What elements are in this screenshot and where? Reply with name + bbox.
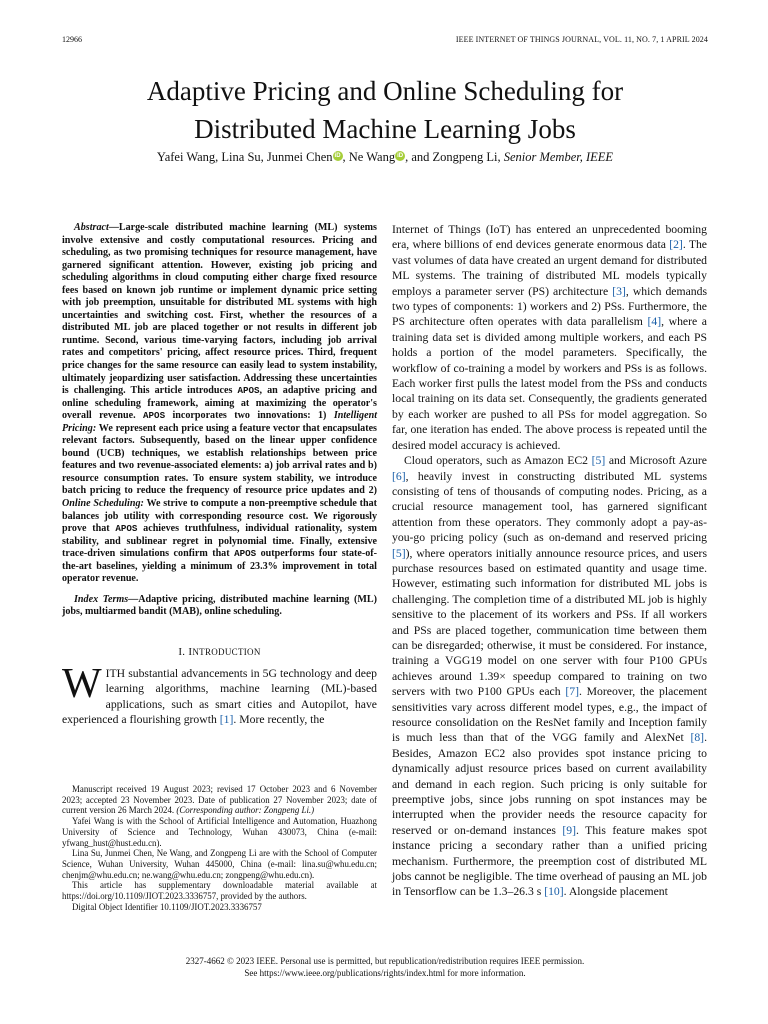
- footnote-doi: Digital Object Identifier 10.1109/JIOT.2023.3336757: [72, 901, 262, 912]
- intro-paragraph-1: [62, 660, 377, 728]
- citation-link[interactable]: [8]: [690, 731, 705, 745]
- abstract-text: achieves truthfulness, individual rationality, system stability, and sublinear regret in polynomial time. Finally, extensive trace-driven simulations confirm that: [62, 523, 377, 560]
- apos-name: APOS: [234, 548, 257, 560]
- author-list: [60, 150, 710, 165]
- abstract-text: incorporates two innovations: 1): [165, 410, 334, 422]
- copyright-notice: [60, 956, 710, 979]
- copyright-line-2: See https://www.ieee.org/publications/rights/index.html for more information.: [244, 967, 526, 978]
- section-title: NTRODUCTION: [192, 646, 261, 657]
- abstract-text: outperforms four state-of-the-art baselines, yielding a minimum of 23.3% improvement in total operator revenue.: [62, 548, 377, 585]
- citation-link[interactable]: [6]: [392, 469, 406, 483]
- paragraph-text: ITH substantial advancements in 5G technology and deep learning algorithms, machine learning (ML)-based applications, such as smart cities and Autopilot, have experienced a flourishing growth: [62, 666, 377, 727]
- paper-title: [60, 72, 710, 148]
- paragraph-text: . The vast volumes of data have created an urgent demand for distributed ML systems. The training of distributed ML models typically employs a parameter server (PS) architecture: [392, 238, 707, 298]
- orcid-icon[interactable]: iD: [397, 153, 404, 159]
- running-head: IEEE INTERNET OF THINGS JOURNAL, VOL. 11, NO. 7, 1 APRIL 2024: [455, 35, 708, 44]
- title-line-1: Adaptive Pricing and Online Scheduling for: [146, 76, 624, 106]
- index-terms-label: Index Terms: [74, 593, 129, 605]
- citation-link[interactable]: [3]: [612, 284, 626, 298]
- orcid-icon[interactable]: iD: [334, 153, 341, 159]
- paragraph-text: . More recently, the: [233, 713, 325, 727]
- paragraph-cloud-operators: [392, 453, 707, 900]
- paragraph-text: . This feature makes spot instance pricing a secondary rather than a unified pricing mechanism. Furthermore, the preemption cost of distributed ML jobs cannot be negligible. The time overhead of pausing an ML job in Tensorflow can be 1.3–26.3 s: [392, 823, 707, 899]
- authors-part-3: , and Zongpeng Li,: [405, 150, 504, 164]
- paragraph-iot: [392, 222, 707, 453]
- abstract-label: Abstract: [74, 222, 109, 233]
- author-membership: Senior Member, IEEE: [503, 150, 614, 164]
- citation-link[interactable]: [10]: [544, 885, 564, 899]
- apos-name: APOS: [237, 385, 260, 397]
- citation-link[interactable]: [5]: [392, 546, 406, 560]
- paragraph-text: Internet of Things (IoT) has entered an unprecedented booming era, where billions of end devices generate enormous data: [392, 223, 707, 252]
- paragraph-text: , which demands two types of components: 1) workers and 2) PSs. Furthermore, the PS architecture often operates with data parallelism: [392, 284, 708, 329]
- paragraph-text: Cloud operators, such as Amazon EC2: [404, 454, 592, 468]
- abstract-text: , an adaptive pricing and online scheduling framework, aiming at maximizing the operator's overall revenue.: [62, 385, 377, 422]
- citation-link[interactable]: [7]: [565, 685, 579, 699]
- index-terms-text: —Adaptive pricing, distributed machine learning (ML) jobs, multiarmed bandit (MAB), online scheduling.: [62, 593, 377, 618]
- index-terms: [62, 594, 377, 619]
- copyright-line-1: 2327-4662 © 2023 IEEE. Personal use is permitted, but republication/redistribution requires IEEE permission.: [185, 956, 585, 966]
- footnote-affiliation-2: Lina Su, Junmei Chen, Ne Wang, and Zongpeng Li are with the School of Computer Science, Wuhan University, Wuhan 445000, China (e-mail: lina.su@whu.edu.cn; chenjm@whu.edu.cn; ne.wang@whu.edu.cn; zongpeng@whu.edu.cn).: [62, 848, 377, 880]
- apos-name: APOS: [143, 410, 166, 422]
- section-numeral: I. I: [178, 645, 193, 658]
- paragraph-text: , heavily invest in constructing distributed ML systems consisting of tens of thousands of computing nodes. Pricing, as a crucial resource management tool, has garnered significant attention from these operators. They commonly adopt a pay-as-you-go pricing policy (such as on-demand and reserved pricing: [392, 469, 707, 545]
- footnote-supplementary: This article has supplementary downloadable material available at https://doi.org/10.1109/JIOT.2023.3336757, provided by the authors.: [62, 880, 377, 902]
- citation-link[interactable]: [9]: [562, 823, 577, 837]
- paragraph-text: ), where operators initially announce resource prices, and users purchase resources based on estimated quantity and usage time. However, estimating such information for distributed ML jobs is challenging. The completion time of a distributed ML job is highly sensitive to the placement of its workers and PSs. If all workers and PSs are placed together, communication time between them can be disregarded; otherwise, it must be considered. For instance, training a VGG19 model on one server with four P100 GPUs achieves around 1.39× speedup compared to training on two servers with two P100 GPUs each: [392, 546, 707, 699]
- corresponding-author: (Corresponding author: Zongpeng Li.): [176, 805, 315, 816]
- paragraph-text: . Alongside placement: [563, 885, 668, 899]
- authors-part-2: , Ne Wang: [342, 150, 396, 164]
- citation-link[interactable]: [1]: [219, 713, 234, 727]
- paragraph-text: and Microsoft Azure: [605, 454, 707, 468]
- abstract-text: We represent each price using a feature vector that encapsulates relevant factors. Subsequently, based on the linear upper confidence bound (UCB) techniques, we establish relationships between price features and two revenue-associated elements: a) job arrival rates and b) resource consumption rates. To ensure system stability, we introduce batch pricing to reduce the frequency of resource price updates and 2): [62, 422, 377, 497]
- abstract-text: We strive to compute a non-preemptive schedule that balances job utility with corresponding resource cost. We rigorously prove that: [62, 498, 378, 535]
- footnote-text: Manuscript received 19 August 2023; revised 17 October 2023 and 6 November 2023; accepted 23 November 2023. Date of publication 27 November 2023; date of current version 26 March 2024.: [62, 784, 377, 816]
- footnote-affiliation-1: Yafei Wang is with the School of Artificial Intelligence and Automation, Huazhong University of Science and Technology, Wuhan 430073, China (e-mail: yfwang_hust@hust.edu.cn).: [62, 816, 377, 848]
- online-scheduling-label: Online Scheduling:: [62, 498, 144, 510]
- paragraph-text: . Besides, Amazon EC2 also provides spot instance pricing to dynamically adjust resource prices based on current availability and demand in each region. Such pricing is only suitable for preemptive jobs, since jobs running on spot instances may be interrupted when the provider needs the resource capacity for reserved or on-demand instances: [392, 731, 707, 837]
- abstract: [62, 222, 377, 586]
- intelligent-pricing-label: Intelligent Pricing:: [62, 410, 377, 434]
- footnote-dates: [62, 784, 377, 816]
- footnotes: [62, 784, 377, 912]
- abstract-text: —Large-scale distributed machine learning (ML) systems involve extensive and costly computational resources. Pricing and scheduling, as two promising techniques for resource management, have garnered significant attention. However, existing job pricing and scheduling algorithms in cloud computing either charge fixed resource fees based on known job runtime or implement dynamic price setting with job preemption, unsuitable for distributed ML systems with high uncertainties and switching cost. First, whether the resources of a distributed ML job are placed together or not results in different job runtime. Second, various time-varying factors, including job arrival rates and competitors' pricing, affect resource prices. Third, frequent price changes for the same resource can easily lead to system instability, ultimately jeopardizing user satisfaction. Addressing these uncertainties is challenging. This article introduces: [62, 222, 377, 397]
- title-line-2: Distributed Machine Learning Jobs: [194, 114, 576, 144]
- authors-part-1: Yafei Wang, Lina Su, Junmei Chen: [156, 150, 333, 164]
- citation-link[interactable]: [5]: [591, 454, 606, 468]
- citation-link[interactable]: [4]: [647, 315, 662, 329]
- paragraph-text: . Moreover, the placement sensitivities vary across different model types, e.g., the impact of resource consolidation on the ResNet family and Inception family is much less than that of the VGG family and AlexNet: [392, 685, 707, 745]
- right-column: [392, 222, 707, 900]
- left-column: [62, 222, 377, 728]
- citation-link[interactable]: [2]: [669, 238, 683, 252]
- paragraph-text: , where a training data set is divided among multiple workers, and each PS holds a portion of the model parameters. Specifically, the workflow of co-training a model by workers and PSs is as follows. Each worker first pulls the latest model from the PSs and conducts local training on its data set. Consequently, the gradients generated by each worker are pushed to all PSs for model aggregation. So far, one iteration has ended. The above process is repeated until the desired model accuracy is achieved.: [392, 315, 707, 452]
- section-heading-introduction: [62, 646, 377, 658]
- drop-cap: W: [62, 660, 102, 707]
- apos-name: APOS: [115, 523, 138, 535]
- page-number: 12966: [62, 35, 82, 44]
